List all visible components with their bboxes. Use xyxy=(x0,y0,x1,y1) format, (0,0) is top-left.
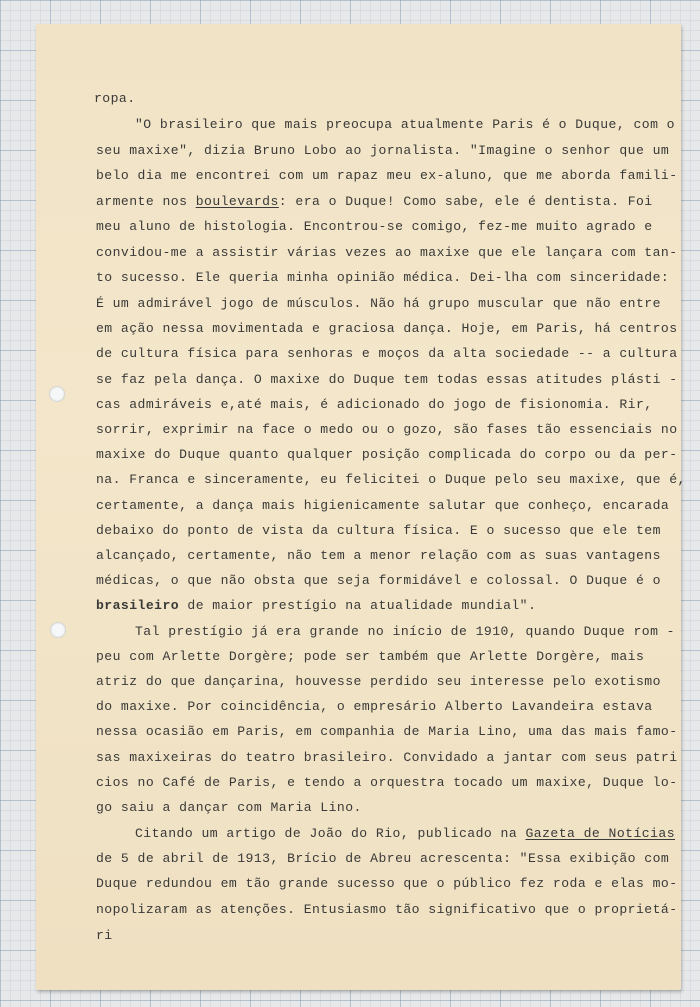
text-line xyxy=(96,194,653,210)
text-line: ropa. xyxy=(94,91,136,106)
text-line: atriz do que dançarina, houvesse perdido seu interesse pelo exotismo xyxy=(96,674,661,689)
text-line: go saiu a dançar com Maria Lino. xyxy=(96,800,362,815)
text-segment: : era o Duque! Como sabe, ele é dentista. Foi xyxy=(278,194,653,209)
text-line: Tal prestígio já era grande no início de 1910, quando Duque rom - xyxy=(135,624,675,639)
text-line: certamente, a dança mais higienicamente salutar que conheço, encarada xyxy=(96,498,670,513)
text-line: em ação nessa movimentada e graciosa dança. Hoje, em Paris, há centros xyxy=(96,321,678,336)
text-line: convidou-me a assistir várias vezes ao maxixe que ele lançara com tan- xyxy=(96,245,678,260)
text-line: do maxixe. Por coincidência, o empresário Alberto Lavandeira estava xyxy=(96,699,653,714)
text-line: Duque redundou em tão grande sucesso que o público fez roda e elas mo- xyxy=(96,876,678,891)
text-line: cas admiráveis e,até mais, é adicionado do jogo de fisionomia. Rir, xyxy=(96,397,653,412)
text-line: É um admirável jogo de músculos. Não há grupo muscular que não entre xyxy=(96,296,661,311)
text-line xyxy=(135,826,675,842)
punch-hole-top xyxy=(49,386,65,402)
bold-word: brasileiro xyxy=(96,598,180,613)
text-line: médicas, o que não obsta que seja formidável e colossal. O Duque é o xyxy=(96,573,661,588)
text-line: sas maxixeiras do teatro brasileiro. Convidado a jantar com seus patri xyxy=(96,750,678,765)
text-segment: armente nos xyxy=(96,194,196,209)
text-segment: de maior prestígio na atualidade mundial". xyxy=(179,598,537,613)
text-line: sorrir, exprimir na face o medo ou o gozo, são fases tão essenciais no xyxy=(96,422,678,437)
text-line: belo dia me encontrei com um rapaz meu ex-aluno, que me aborda famili- xyxy=(96,168,678,183)
text-line: de cultura física para senhoras e moços da alta sociedade -- a cultura xyxy=(96,346,678,361)
underlined-title-gazeta: Gazeta de Notícias xyxy=(525,826,676,841)
text-line: nopolizaram as atenções. Entusiasmo tão significativo que o proprietá- xyxy=(96,902,678,917)
text-line: alcançado, certamente, não tem a menor relação com as suas vantagens xyxy=(96,548,661,563)
text-line: seu maxixe", dizia Bruno Lobo ao jornalista. "Imagine o senhor que um xyxy=(96,143,670,158)
punch-hole-bottom xyxy=(50,622,66,638)
text-line: meu aluno de histologia. Encontrou-se comigo, fez-me muito agrado e xyxy=(96,219,653,234)
text-line: ri xyxy=(96,928,113,943)
text-line: "O brasileiro que mais preocupa atualmente Paris é o Duque, com o xyxy=(135,117,675,132)
text-line: peu com Arlette Dorgère; pode ser também que Arlette Dorgère, mais xyxy=(96,649,645,664)
underlined-term-boulevards: boulevards xyxy=(195,194,279,209)
text-line: de 5 de abril de 1913, Brício de Abreu acrescenta: "Essa exibição com xyxy=(96,851,670,866)
text-line: nessa ocasião em Paris, em companhia de Maria Lino, uma das mais famo- xyxy=(96,724,678,739)
text-line: to sucesso. Ele queria minha opinião médica. Dei-lha com sinceridade: xyxy=(96,270,670,285)
text-line: cios no Café de Paris, e tendo a orquestra tocado um maxixe, Duque lo- xyxy=(96,775,678,790)
text-line: na. Franca e sinceramente, eu felicitei o Duque pelo seu maxixe, que é, xyxy=(96,472,686,487)
text-line: maxixe do Duque quanto qualquer posição complicada do corpo ou da per- xyxy=(96,447,678,462)
text-line: se faz pela dança. O maxixe do Duque tem todas essas atitudes plásti - xyxy=(96,372,678,387)
text-line xyxy=(96,598,536,614)
text-line: debaixo do ponto de vista da cultura física. E o sucesso que ele tem xyxy=(96,523,661,538)
text-segment: Citando um artigo de João do Rio, publicado na xyxy=(135,826,526,841)
